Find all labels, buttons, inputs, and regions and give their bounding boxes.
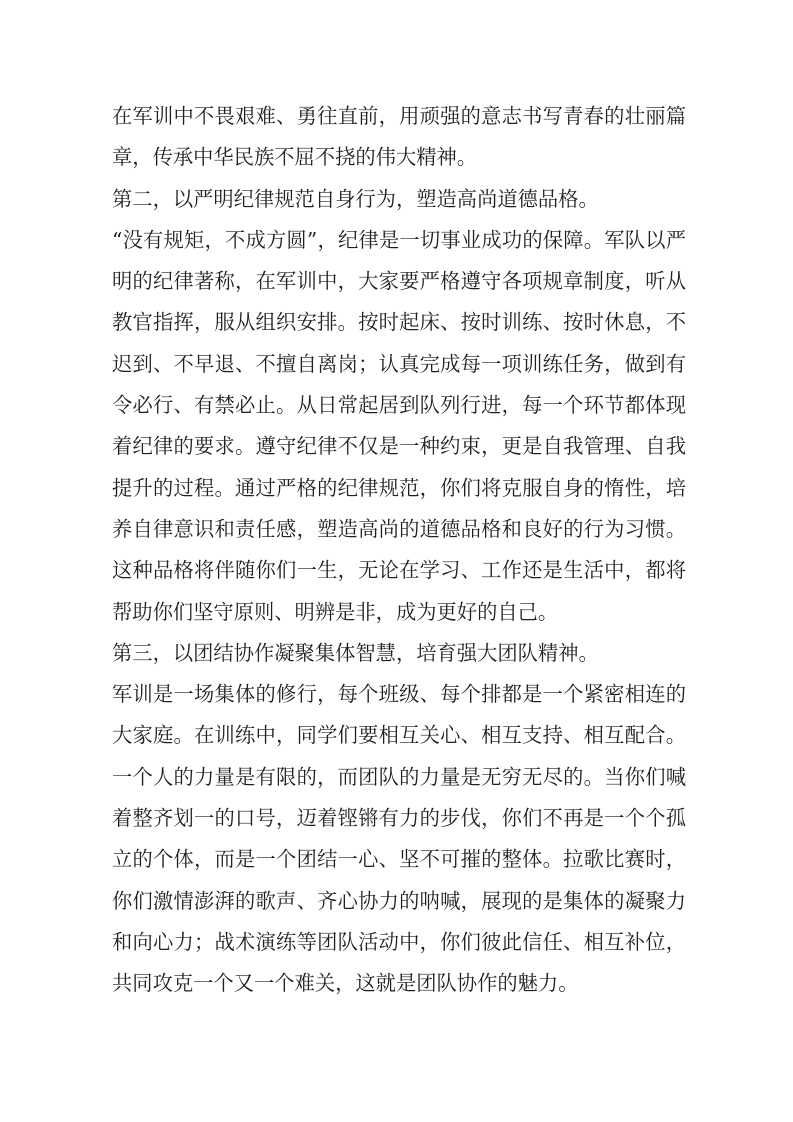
text-line: 章，传承中华民族不屈不挠的伟大精神。	[112, 145, 478, 170]
text-line: 一个人的力量是有限的，而团队的力量是无穷无尽的。当你们喊	[112, 764, 686, 789]
text-line: 这种品格将伴随你们一生，无论在学习、工作还是生活中，都将	[112, 558, 686, 583]
text-line: 大家庭。在训练中，同学们要相互关心、相互支持、相互配合。	[112, 723, 686, 748]
text-line: 立的个体，而是一个团结一心、坚不可摧的整体。拉歌比赛时，	[112, 847, 686, 872]
text-line: 着纪律的要求。遵守纪律不仅是一种约束，更是自我管理、自我	[112, 434, 686, 459]
text-line: 和向心力；战术演练等团队活动中，你们彼此信任、相互补位，	[112, 929, 686, 954]
text-line: 教官指挥，服从组织安排。按时起床、按时训练、按时休息，不	[112, 310, 686, 335]
text-line: 养自律意识和责任感，塑造高尚的道德品格和良好的行为习惯。	[112, 516, 686, 541]
text-line: 帮助你们坚守原则、明辨是非，成为更好的自己。	[112, 599, 559, 624]
text-line: 在军训中不畏艰难、勇往直前，用顽强的意志书写青春的壮丽篇	[112, 104, 686, 128]
document-text-body	[112, 96, 686, 1005]
text-line: 第三，以团结协作凝聚集体智慧，培育强大团队精神。	[112, 640, 599, 665]
text-line: “没有规矩，不成方圆”，纪律是一切事业成功的保障。军队以严	[112, 227, 686, 252]
text-line: 第二，以严明纪律规范自身行为，塑造高尚道德品格。	[112, 186, 599, 211]
text-line: 迟到、不早退、不擅自离岗；认真完成每一项训练任务，做到有	[112, 351, 686, 376]
text-line: 令必行、有禁必止。从日常起居到队列行进，每一个环节都体现	[112, 393, 686, 418]
text-line: 提升的过程。通过严格的纪律规范，你们将克服自身的惰性，培	[112, 475, 686, 500]
text-line: 共同攻克一个又一个难关，这就是团队协作的魅力。	[112, 971, 579, 996]
text-line: 你们激情澎湃的歌声、齐心协力的呐喊，展现的是集体的凝聚力	[112, 888, 686, 913]
text-line: 明的纪律著称，在军训中，大家要严格遵守各项规章制度，听从	[112, 269, 686, 294]
text-line: 着整齐划一的口号，迈着铿锵有力的步伐，你们不再是一个个孤	[112, 806, 686, 831]
text-line: 军训是一场集体的修行，每个班级、每个排都是一个紧密相连的	[112, 682, 686, 707]
